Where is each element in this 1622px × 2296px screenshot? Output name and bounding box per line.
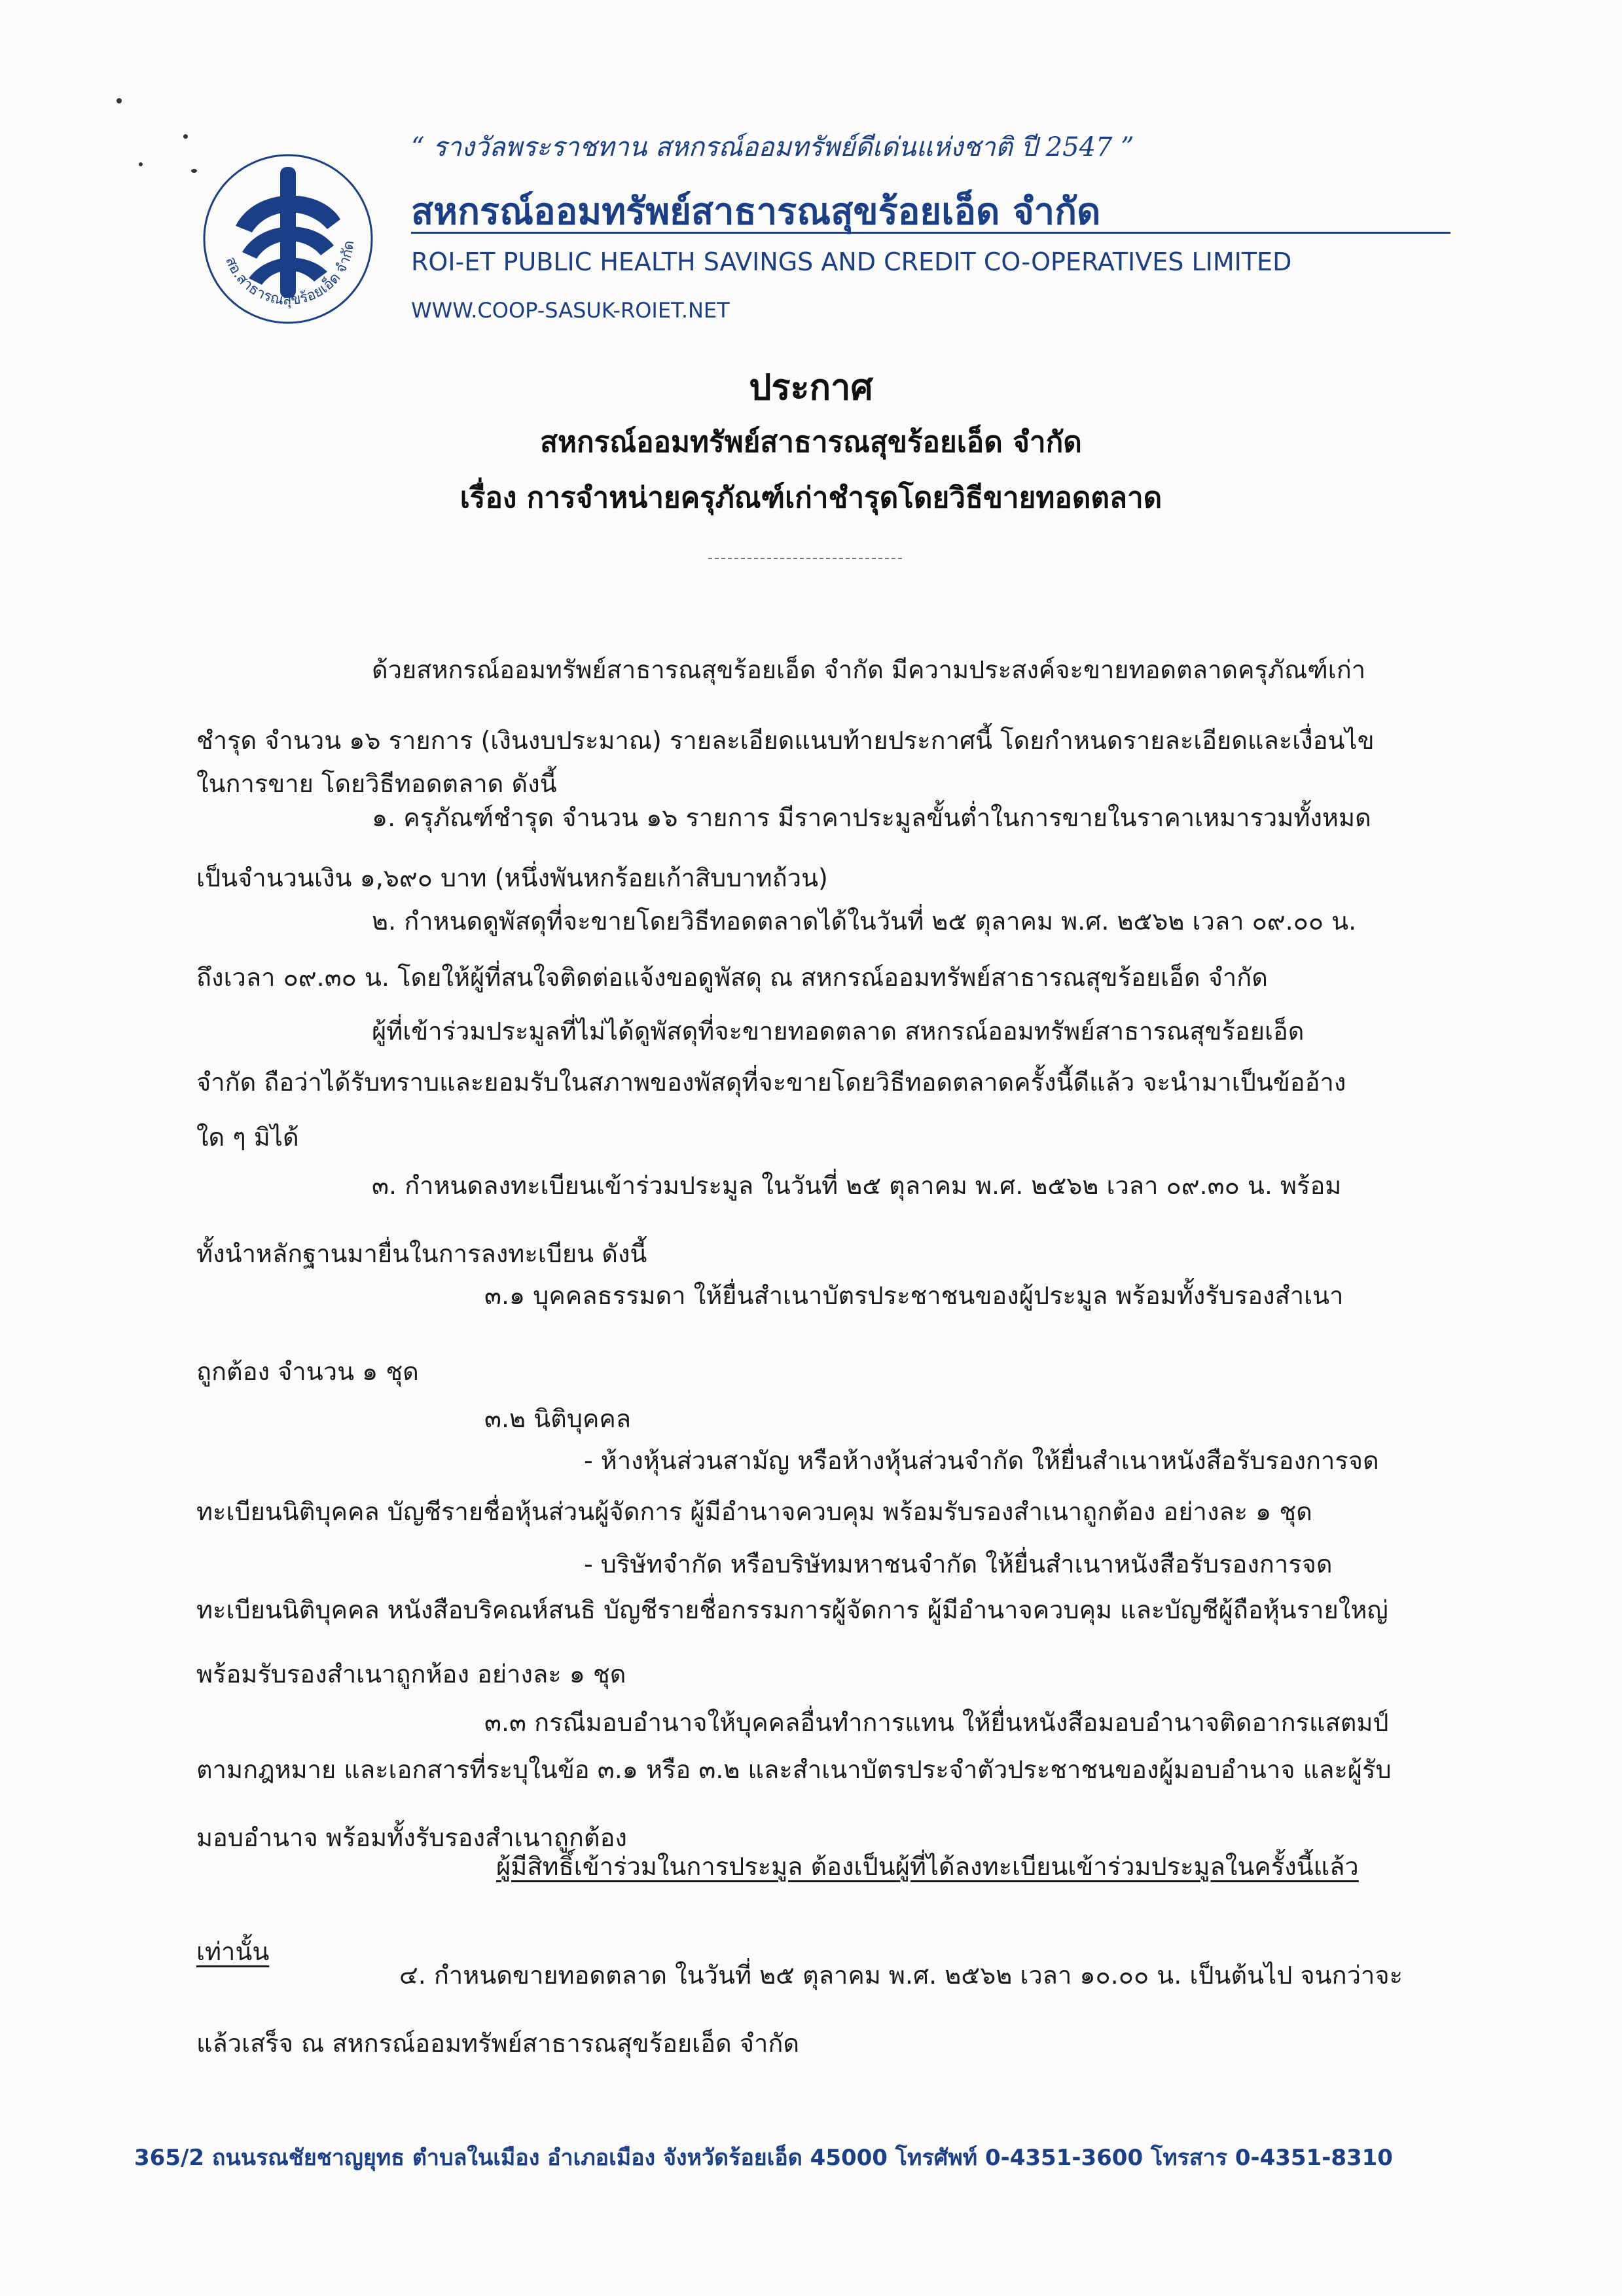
body-line: ๑. ครุภัณฑ์ชำรุด จำนวน ๑๖ รายการ มีราคาประมูลขั้นต่ำในการขายในราคาเหมารวมทั้งหมด <box>372 803 1371 832</box>
body-line: ตามกฎหมาย และเอกสารที่ระบุในข้อ ๓.๑ หรือ ๓.๒ และสำเนาบัตรประจำตัวประชาชนของผู้มอบอำนาจ และผู้รับ <box>196 1755 1392 1784</box>
award-line: “ รางวัลพระราชทาน สหกรณ์ออมทรัพย์ดีเด่นแห่งชาติ ปี 2547 ” <box>411 132 1134 162</box>
body-line: ในการขาย โดยวิธีทอดตลาด ดังนี้ <box>196 769 557 798</box>
cooperative-name-thai: สหกรณ์ออมทรัพย์สาธารณสุขร้อยเอ็ด จำกัด <box>411 191 1101 233</box>
body-line: ชำรุด จำนวน ๑๖ รายการ (เงินงบประมาณ) รายละเอียดแนบท้ายประกาศนี้ โดยกำหนดรายละเอียดและเงื่อนไข <box>196 726 1375 755</box>
announcement-issuer: สหกรณ์ออมทรัพย์สาธารณสุขร้อยเอ็ด จำกัด <box>540 426 1082 459</box>
body-line: ๓.๑ บุคคลธรรมดา ให้ยื่นสำเนาบัตรประชาชนของผู้ประมูล พร้อมทั้งรับรองสำเนา <box>484 1281 1344 1310</box>
body-line: ๒. กำหนดดูพัสดุที่จะขายโดยวิธีทอดตลาดได้ในวันที่ ๒๕ ตุลาคม พ.ศ. ๒๕๖๒ เวลา ๐๙.๐๐ น. <box>372 907 1357 936</box>
body-line: พร้อมรับรองสำเนาถูกห้อง อย่างละ ๑ ชุด <box>196 1660 626 1688</box>
scan-speck <box>139 162 143 166</box>
announcement-subject: เรื่อง การจำหน่ายครุภัณฑ์เก่าชำรุดโดยวิธีขายทอดตลาด <box>460 481 1162 515</box>
body-line: ถูกต้อง จำนวน ๑ ชุด <box>196 1357 419 1386</box>
body-line: ๓. กำหนดลงทะเบียนเข้าร่วมประมูล ในวันที่ ๒๕ ตุลาคม พ.ศ. ๒๕๖๒ เวลา ๐๙.๓๐ น. พร้อม <box>372 1171 1342 1200</box>
body-line: เป็นจำนวนเงิน ๑,๖๙๐ บาท (หนึ่งพันหกร้อยเก้าสิบบาทถ้วน) <box>196 864 828 892</box>
footer-address: 365/2 ถนนรณชัยชาญยุทธ ตำบลในเมือง อำเภอเมือง จังหวัดร้อยเอ็ด 45000 โทรศัพท์ 0-4351-3600 โทรสาร 0-4351-8310 <box>134 2145 1393 2171</box>
body-line: ด้วยสหกรณ์ออมทรัพย์สาธารณสุขร้อยเอ็ด จำกัด มีความประสงค์จะขายทอดตลาดครุภัณฑ์เก่า <box>372 655 1366 684</box>
letterhead-rule <box>411 232 1451 234</box>
body-line: - ห้างหุ้นส่วนสามัญ หรือห้างหุ้นส่วนจำกัด ให้ยื่นสำเนาหนังสือรับรองการจด <box>584 1446 1379 1475</box>
title-separator <box>708 558 902 559</box>
body-line: ๓.๒ นิติบุคคล <box>484 1404 632 1433</box>
body-line: ถึงเวลา ๐๙.๓๐ น. โดยให้ผู้ที่สนใจติดต่อแจ้งขอดูพัสดุ ณ สหกรณ์ออมทรัพย์สาธารณสุขร้อยเอ็ด จำกัด <box>196 963 1268 992</box>
logo-ring-text: สอ.สาธารณสุขร้อยเอ็ด จำกัด <box>222 240 358 309</box>
body-line: ทั้งนำหลักฐานมายื่นในการลงทะเบียน ดังนี้ <box>196 1239 647 1268</box>
body-line: จำกัด ถือว่าได้รับทราบและยอมรับในสภาพของพัสดุที่จะขายโดยวิธีทอดตลาดครั้งนี้ดีแล้ว จะนำมาเป็นข้ออ้าง <box>196 1068 1346 1097</box>
body-line: แล้วเสร็จ ณ สหกรณ์ออมทรัพย์สาธารณสุขร้อยเอ็ด จำกัด <box>196 2029 800 2058</box>
body-line-underlined: ผู้มีสิทธิ์เข้าร่วมในการประมูล ต้องเป็นผู้ที่ได้ลงทะเบียนเข้าร่วมประมูลในครั้งนี้แล้ว <box>496 1852 1359 1881</box>
body-line: ใด ๆ มิได้ <box>196 1123 299 1152</box>
body-line: ทะเบียนนิติบุคคล บัญชีรายชื่อหุ้นส่วนผู้จัดการ ผู้มีอำนาจควบคุม พร้อมรับรองสำเนาถูกต้อง อย่างละ ๑ ชุด <box>196 1497 1312 1526</box>
body-line: ผู้ที่เข้าร่วมประมูลที่ไม่ได้ดูพัสดุที่จะขายทอดตลาด สหกรณ์ออมทรัพย์สาธารณสุขร้อยเอ็ด <box>372 1017 1305 1046</box>
scan-speck <box>183 134 188 139</box>
website-url: WWW.COOP-SASUK-ROIET.NET <box>411 298 730 323</box>
scan-speck <box>117 98 122 103</box>
body-line: มอบอำนาจ พร้อมทั้งรับรองสำเนาถูกต้อง <box>196 1823 627 1852</box>
cooperative-logo <box>196 147 380 331</box>
body-line-underlined: เท่านั้น <box>196 1937 270 1966</box>
body-line: ๓.๓ กรณีมอบอำนาจให้บุคคลอื่นทำการแทน ให้ยื่นหนังสือมอบอำนาจติดอากรแสตมป์ <box>484 1708 1389 1737</box>
cooperative-name-english: ROI-ET PUBLIC HEALTH SAVINGS AND CREDIT CO-OPERATIVES LIMITED <box>411 247 1292 276</box>
announcement-title: ประกาศ <box>749 367 873 408</box>
body-line: ๔. กำหนดขายทอดตลาด ในวันที่ ๒๕ ตุลาคม พ.ศ. ๒๕๖๒ เวลา ๑๐.๐๐ น. เป็นต้นไป จนกว่าจะ <box>399 1961 1403 1990</box>
body-line: - บริษัทจำกัด หรือบริษัทมหาชนจำกัด ให้ยื่นสำเนาหนังสือรับรองการจด <box>584 1550 1333 1578</box>
body-line: ทะเบียนนิติบุคคล หนังสือบริคณห์สนธิ บัญชีรายชื่อกรรมการผู้จัดการ ผู้มีอำนาจควบคุม และบัญชีผู้ถือหุ้นรายใหญ่ <box>196 1595 1388 1624</box>
